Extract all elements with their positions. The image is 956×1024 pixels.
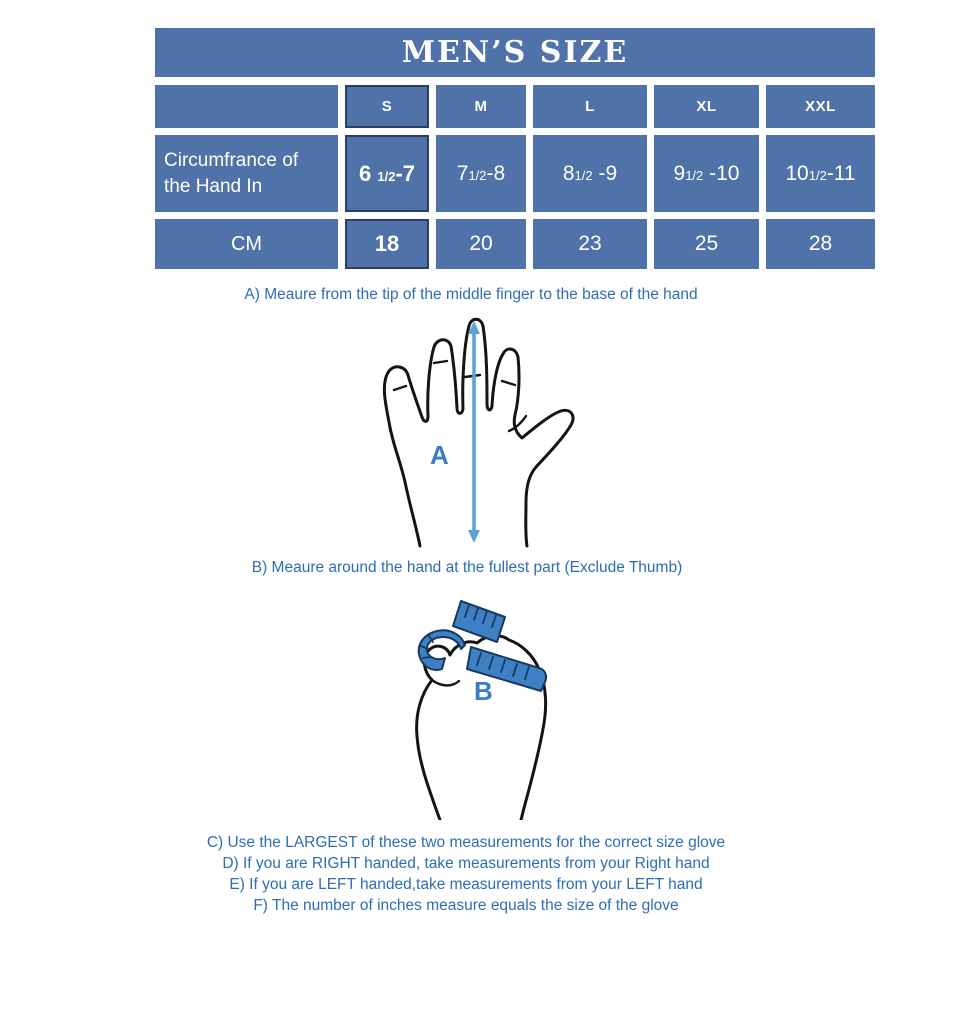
- instructions-c-to-f: [0, 832, 932, 916]
- size-cell-in-m: 71/2-8: [436, 135, 526, 212]
- size-cell-cm-xxl: 28: [766, 219, 875, 269]
- size-cell-in-xxl: 101/2-11: [766, 135, 875, 212]
- instruction-e: E) If you are LEFT handed,take measurements from your LEFT hand: [229, 876, 703, 893]
- column-header-xxl: XXL: [766, 85, 875, 128]
- instruction-c: C) Use the LARGEST of these two measurements for the correct size glove: [206, 834, 726, 851]
- size-cell-in-l: 81/2 -9: [533, 135, 647, 212]
- column-header-xl: XL: [654, 85, 759, 128]
- open-hand-outline: [384, 319, 573, 546]
- size-cell-cm-m: 20: [436, 219, 526, 269]
- instruction-f: F) The number of inches measure equals the size of the glove: [253, 897, 679, 914]
- table-title: MEN’S SIZE: [155, 28, 875, 77]
- corner-cell: [155, 85, 338, 128]
- column-header-l: L: [533, 85, 647, 128]
- size-cell-in-xl: 91/2 -10: [654, 135, 759, 212]
- size-grid: [155, 85, 875, 269]
- row-label-line1: Circumfrance of: [164, 149, 299, 171]
- instruction-d: D) If you are RIGHT handed, take measurements from your Right hand: [222, 855, 710, 872]
- mens-size-table: [155, 28, 875, 269]
- row-label-circumference: [155, 135, 338, 212]
- column-header-s: S: [345, 85, 429, 128]
- hand-diagram-label: A: [430, 440, 449, 470]
- size-cell-in-s: 6 1/2-7: [345, 135, 429, 212]
- size-cell-cm-l: 23: [533, 219, 647, 269]
- instruction-a: A) Meaure from the tip of the middle finger to the base of the hand: [244, 286, 698, 303]
- row-label-cm: CM: [155, 219, 338, 269]
- fist-measure-diagram: [388, 588, 598, 820]
- row-label-line2: the Hand In: [164, 175, 263, 197]
- fist-diagram-label: B: [474, 676, 493, 706]
- instruction-b: B) Meaure around the hand at the fullest part (Exclude Thumb): [251, 559, 683, 576]
- size-cell-cm-s: 18: [345, 219, 429, 269]
- size-cell-cm-xl: 25: [654, 219, 759, 269]
- hand-measure-diagram: [360, 310, 612, 548]
- column-header-m: M: [436, 85, 526, 128]
